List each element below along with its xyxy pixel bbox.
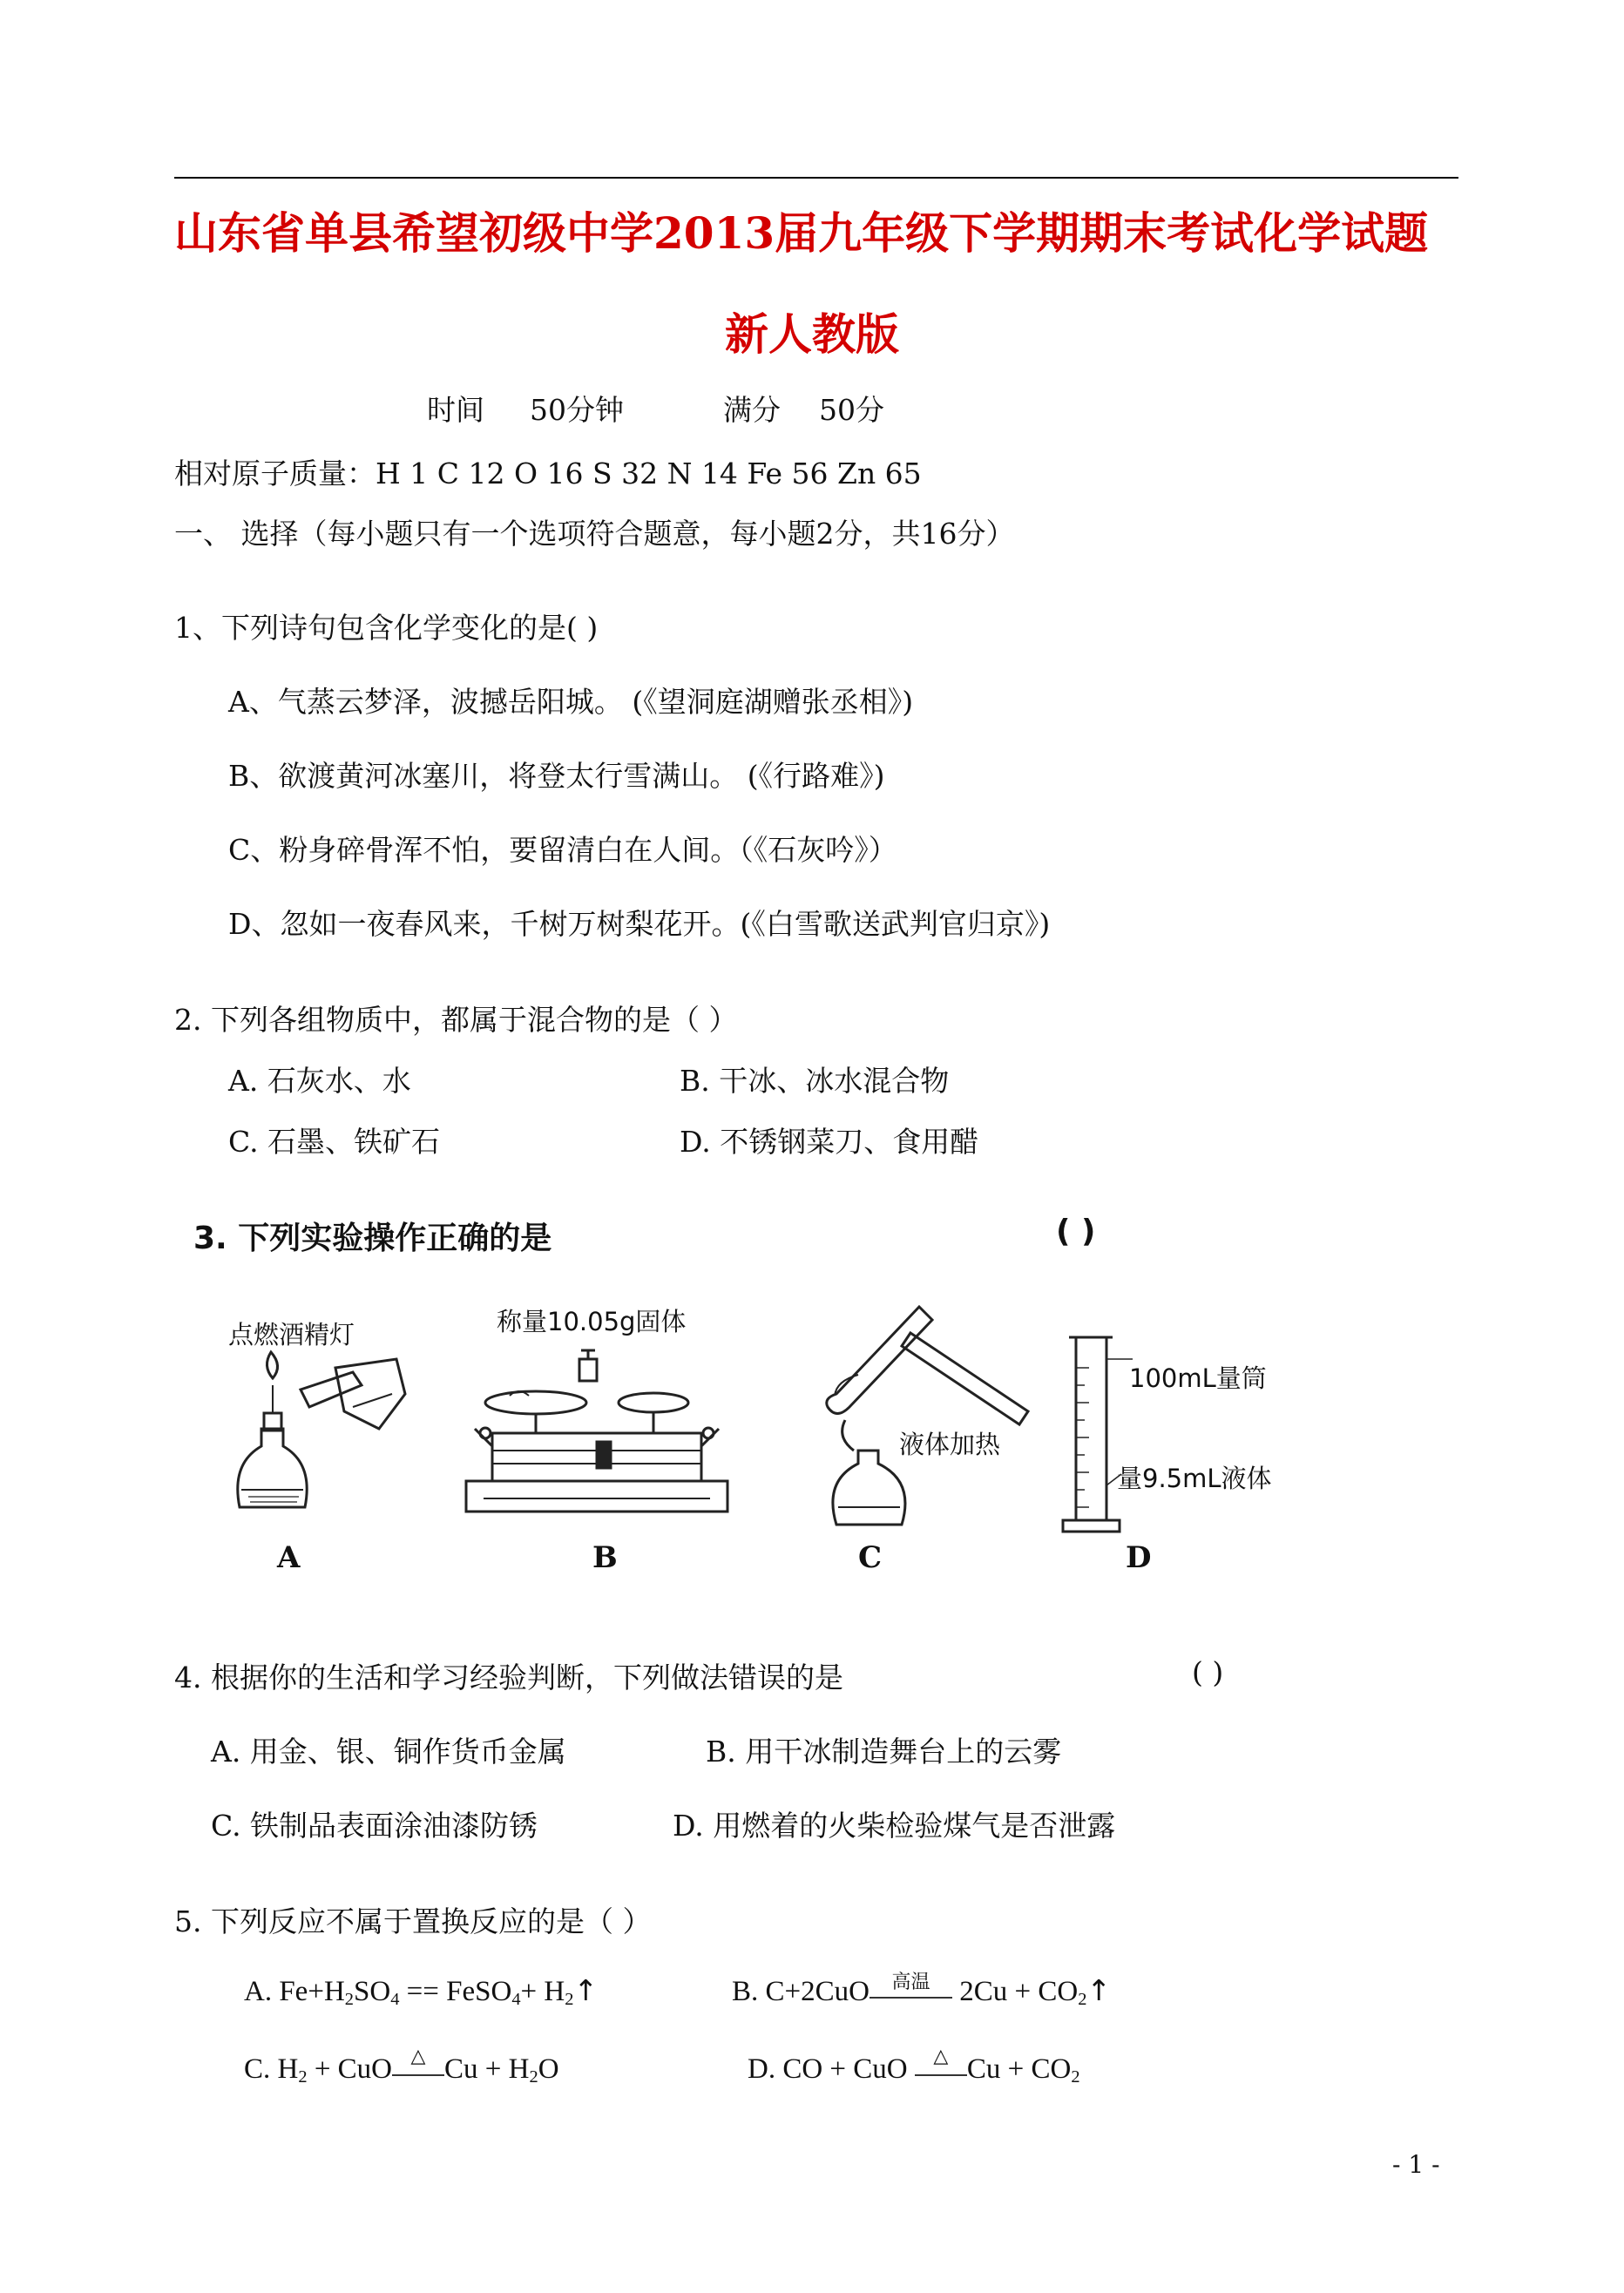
q4-option-b: B. 用干冰制造舞台上的云雾 <box>706 1735 1062 1769</box>
fig-d-label-cylinder: 100mL量筒 <box>1129 1363 1267 1393</box>
q3-answer-paren: ( ) <box>1056 1214 1096 1249</box>
q2-stem: 2. 下列各组物质中，都属于混合物的是（ ） <box>174 1003 738 1037</box>
fig-letter-b: B <box>592 1540 618 1575</box>
q5-b-condition: 高温 <box>891 1971 930 1992</box>
q1-option-b: B、欲渡黄河冰塞川，将登太行雪满山。 (《行路难》) <box>228 759 885 793</box>
figure-d-cylinder <box>1059 1333 1137 1542</box>
page-title-line2: 新人教版 <box>725 308 899 360</box>
q5-option-c: C. $H_2$ + CuO △ $Cu + H_2O$ <box>244 2045 559 2087</box>
q4-stem: 4. 根据你的生活和学习经验判断，下列做法错误的是 <box>174 1661 843 1694</box>
q4-answer-paren: ( ) <box>1192 1655 1224 1689</box>
figure-b-balance <box>466 1342 727 1542</box>
q2-option-d: D. 不锈钢菜刀、食用醋 <box>680 1125 979 1159</box>
fig-c-label: 液体加热 <box>899 1430 1001 1459</box>
page-number: - 1 - <box>1392 2150 1440 2179</box>
q1-option-a: A、气蒸云梦泽，波撼岳阳城。 (《望洞庭湖赠张丞相》) <box>228 685 914 719</box>
q5-stem: 5. 下列反应不属于置换反应的是（ ） <box>174 1904 652 1938</box>
header-rule <box>174 177 1458 179</box>
q5-option-b: B. C+2CuO 高温 $2Cu + CO_2↑$ <box>732 1973 1111 2010</box>
q1-option-d: D、忽如一夜春风来，千树万树梨花开。(《白雪歌送武判官归京》) <box>228 907 1051 941</box>
q4-option-d: D. 用燃着的火柴检验煤气是否泄露 <box>673 1809 1116 1843</box>
fig-letter-d: D <box>1126 1540 1152 1575</box>
time-label: 时间 <box>427 393 484 427</box>
figure-a-alcohol-lamp <box>222 1359 414 1533</box>
score-value: 50分 <box>819 393 884 427</box>
page-title-line1: 山东省单县希望初级中学2013届九年级下学期期末考试化学试题 <box>174 207 1429 259</box>
q5-option-a: A. $Fe+H_2SO_4$ == FeSO$_4$+ $H_2↑$ <box>244 1973 599 2010</box>
q3-stem: 3. 下列实验操作正确的是 <box>193 1221 552 1256</box>
q4-option-a: A. 用金、银、铜作货币金属 <box>211 1735 566 1769</box>
fig-b-label: 称量10.05g固体 <box>497 1307 687 1336</box>
q2-option-c: C. 石墨、铁矿石 <box>228 1125 441 1159</box>
fig-letter-a: A <box>277 1540 301 1575</box>
section-one-heading: 一、 选择（每小题只有一个选项符合题意，每小题2分，共16分） <box>174 517 1015 551</box>
q1-stem: 1、下列诗句包含化学变化的是( ) <box>174 611 599 645</box>
q5-option-d: D. CO + CuO △ $Cu + CO_2$ <box>748 2045 1080 2087</box>
time-value: 50分钟 <box>530 393 624 427</box>
q5-c-condition: △ <box>410 2045 426 2066</box>
fig-d-label-volume: 量9.5mL液体 <box>1117 1464 1272 1493</box>
score-label: 满分 <box>723 393 781 427</box>
fig-letter-c: C <box>858 1540 883 1575</box>
q4-option-c: C. 铁制品表面涂油漆防锈 <box>211 1809 538 1843</box>
q2-option-b: B. 干冰、冰水混合物 <box>680 1064 950 1098</box>
q5-d-condition: △ <box>933 2045 949 2066</box>
atomic-masses: 相对原子质量：H 1 C 12 O 16 S 32 N 14 Fe 56 Zn 65 <box>174 457 922 490</box>
figure-c-heating-tube <box>810 1298 1037 1533</box>
q2-option-a: A. 石灰水、水 <box>228 1064 411 1098</box>
fig-a-label: 点燃酒精灯 <box>228 1320 355 1349</box>
q1-option-c: C、粉身碎骨浑不怕，要留清白在人间。（《石灰吟》） <box>228 833 897 867</box>
